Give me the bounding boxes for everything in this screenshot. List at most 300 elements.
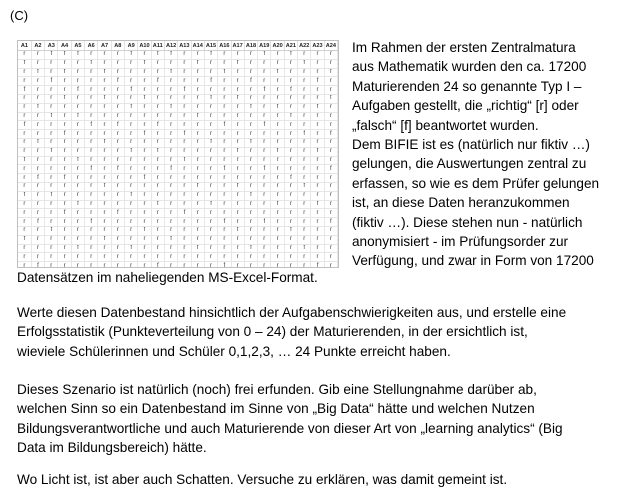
column-header: A6 bbox=[85, 41, 98, 51]
answer-cell: r bbox=[284, 94, 297, 103]
answer-cell: r bbox=[284, 200, 297, 209]
answer-cell: r bbox=[125, 174, 138, 183]
answer-cell: f bbox=[231, 59, 244, 68]
answer-cell: f bbox=[231, 94, 244, 103]
answer-cell: r bbox=[244, 51, 257, 60]
answer-cell: r bbox=[98, 112, 111, 121]
answer-cell: r bbox=[178, 165, 191, 174]
answer-cell: f bbox=[191, 112, 204, 121]
answer-cell: r bbox=[58, 200, 71, 209]
answer-cell: r bbox=[58, 59, 71, 68]
answer-cell: r bbox=[204, 103, 217, 112]
column-header: A5 bbox=[71, 41, 84, 51]
answer-cell: f bbox=[231, 182, 244, 191]
answer-cell: f bbox=[218, 262, 231, 268]
answer-cell: r bbox=[71, 94, 84, 103]
answer-cell: r bbox=[111, 86, 124, 95]
answer-cell: r bbox=[138, 112, 151, 121]
answer-cell: r bbox=[85, 103, 98, 112]
answer-cell: f bbox=[45, 226, 58, 235]
answer-cell: r bbox=[284, 182, 297, 191]
answer-cell: r bbox=[258, 253, 271, 262]
table-row bbox=[18, 200, 338, 209]
answer-cell: r bbox=[231, 209, 244, 218]
answer-cell: r bbox=[204, 226, 217, 235]
table-row bbox=[18, 218, 338, 227]
answer-cell: r bbox=[151, 191, 164, 200]
answer-cell: r bbox=[111, 94, 124, 103]
answer-cell: r bbox=[45, 121, 58, 130]
answer-cell: r bbox=[298, 235, 311, 244]
answer-cell: r bbox=[218, 174, 231, 183]
answer-cell: f bbox=[218, 218, 231, 227]
column-header: A17 bbox=[232, 42, 243, 49]
answer-cell: r bbox=[98, 262, 111, 268]
spreadsheet-image bbox=[17, 40, 339, 268]
answer-cell: r bbox=[58, 191, 71, 200]
column-header: A18 bbox=[245, 42, 257, 49]
table-row bbox=[18, 235, 338, 244]
answer-cell: r bbox=[71, 147, 84, 156]
answer-cell: r bbox=[71, 218, 84, 227]
answer-cell: r bbox=[244, 182, 257, 191]
column-header: A11 bbox=[152, 42, 163, 49]
task-paragraph bbox=[17, 303, 566, 361]
answer-cell: f bbox=[45, 51, 58, 60]
answer-cell: r bbox=[164, 130, 177, 139]
answer-cell: r bbox=[284, 147, 297, 156]
answer-cell: r bbox=[18, 103, 31, 112]
answer-cell: r bbox=[98, 253, 111, 262]
answer-cell: r bbox=[218, 244, 231, 253]
answer-cell: r bbox=[284, 121, 297, 130]
answer-cell: r bbox=[138, 182, 151, 191]
answer-cell: f bbox=[85, 218, 98, 227]
answer-cell: r bbox=[18, 262, 31, 268]
answer-cell: r bbox=[178, 68, 191, 77]
answer-cell: r bbox=[298, 51, 311, 60]
answer-cell: f bbox=[324, 165, 337, 174]
answer-cell: r bbox=[191, 226, 204, 235]
answer-cell: r bbox=[324, 253, 337, 262]
answer-cell: r bbox=[31, 86, 44, 95]
answer-cell: r bbox=[284, 191, 297, 200]
column-header: A21 bbox=[285, 42, 297, 49]
intro-line: Aufgaben gestellt, die „richtig“ [r] oder bbox=[352, 98, 579, 114]
answer-cell: f bbox=[85, 121, 98, 130]
answer-cell: r bbox=[311, 112, 324, 121]
answer-cell: r bbox=[45, 59, 58, 68]
answer-cell: r bbox=[324, 209, 337, 218]
answer-cell: r bbox=[138, 191, 151, 200]
answer-cell: f bbox=[58, 209, 71, 218]
answer-cell: f bbox=[311, 77, 324, 86]
answer-cell: r bbox=[244, 121, 257, 130]
answer-cell: r bbox=[125, 59, 138, 68]
answer-cell: r bbox=[31, 182, 44, 191]
answer-cell: f bbox=[271, 147, 284, 156]
answer-cell: r bbox=[138, 156, 151, 165]
column-header: A3 bbox=[45, 41, 58, 51]
answer-cell: r bbox=[85, 262, 98, 268]
answer-cell: r bbox=[31, 156, 44, 165]
answer-cell: r bbox=[178, 218, 191, 227]
answer-cell: r bbox=[324, 59, 337, 68]
answer-cell: r bbox=[85, 200, 98, 209]
intro-line: anonymisiert - im Prüfungsorder zur bbox=[352, 234, 569, 250]
answer-cell: r bbox=[125, 209, 138, 218]
answer-cell: r bbox=[191, 51, 204, 60]
answer-cell: r bbox=[311, 218, 324, 227]
answer-cell: f bbox=[311, 103, 324, 112]
answer-cell: f bbox=[71, 86, 84, 95]
answer-cell: f bbox=[164, 235, 177, 244]
answer-cell: r bbox=[298, 209, 311, 218]
column-header: A16 bbox=[219, 42, 230, 49]
answer-cell: r bbox=[284, 138, 297, 147]
answer-cell: r bbox=[18, 200, 31, 209]
answer-cell: r bbox=[138, 262, 151, 268]
answer-cell: f bbox=[178, 86, 191, 95]
answer-cell: r bbox=[164, 191, 177, 200]
column-header: A20 bbox=[272, 42, 283, 49]
answer-cell: r bbox=[98, 77, 111, 86]
answer-cell: r bbox=[191, 209, 204, 218]
answer-cell: r bbox=[111, 156, 124, 165]
answer-cell: f bbox=[164, 68, 177, 77]
answer-cell: r bbox=[31, 253, 44, 262]
answer-cell: r bbox=[218, 235, 231, 244]
answer-cell: f bbox=[298, 130, 311, 139]
answer-cell: r bbox=[71, 77, 84, 86]
answer-cell: r bbox=[244, 235, 257, 244]
answer-cell: r bbox=[271, 165, 284, 174]
answer-cell: r bbox=[191, 235, 204, 244]
answer-cell: r bbox=[324, 244, 337, 253]
answer-cell: r bbox=[178, 191, 191, 200]
answer-cell: r bbox=[258, 147, 271, 156]
answer-cell: r bbox=[271, 262, 284, 268]
answer-cell: f bbox=[204, 77, 217, 86]
answer-cell: r bbox=[18, 51, 31, 60]
answer-cell: r bbox=[125, 200, 138, 209]
answer-cell: r bbox=[151, 209, 164, 218]
answer-cell: r bbox=[125, 253, 138, 262]
answer-cell: r bbox=[111, 218, 124, 227]
answer-cell: r bbox=[311, 191, 324, 200]
answer-cell: r bbox=[18, 174, 31, 183]
answer-cell: r bbox=[31, 200, 44, 209]
answer-cell: r bbox=[18, 218, 31, 227]
answer-cell: r bbox=[271, 121, 284, 130]
answer-cell: r bbox=[298, 112, 311, 121]
answer-cell: r bbox=[258, 174, 271, 183]
table-row bbox=[18, 51, 338, 60]
answer-cell: f bbox=[45, 147, 58, 156]
answer-cell: r bbox=[164, 59, 177, 68]
answer-cell: r bbox=[231, 156, 244, 165]
answer-cell: r bbox=[231, 262, 244, 268]
answer-cell: r bbox=[191, 200, 204, 209]
answer-cell: f bbox=[98, 68, 111, 77]
answer-cell: f bbox=[258, 121, 271, 130]
answer-cell: r bbox=[284, 262, 297, 268]
answer-cell: r bbox=[298, 121, 311, 130]
answer-cell: r bbox=[178, 174, 191, 183]
answer-cell: r bbox=[271, 209, 284, 218]
answer-cell: f bbox=[111, 77, 124, 86]
answer-cell: r bbox=[311, 68, 324, 77]
answer-cell: r bbox=[138, 244, 151, 253]
column-header: A4 bbox=[58, 41, 71, 51]
answer-cell: r bbox=[85, 138, 98, 147]
answer-cell: r bbox=[298, 253, 311, 262]
answer-cell: f bbox=[191, 244, 204, 253]
answer-cell: r bbox=[311, 226, 324, 235]
answer-cell: r bbox=[258, 182, 271, 191]
answer-cell: r bbox=[284, 218, 297, 227]
answer-cell: r bbox=[138, 121, 151, 130]
answer-cell: r bbox=[125, 262, 138, 268]
answer-cell: r bbox=[271, 226, 284, 235]
answer-cell: r bbox=[164, 121, 177, 130]
answer-cell: r bbox=[164, 86, 177, 95]
answer-cell: r bbox=[258, 103, 271, 112]
answer-cell: r bbox=[151, 165, 164, 174]
answer-cell: r bbox=[191, 147, 204, 156]
column-header: A23 bbox=[312, 42, 323, 49]
answer-cell: r bbox=[178, 94, 191, 103]
answer-cell: r bbox=[18, 94, 31, 103]
answer-cell: r bbox=[85, 253, 98, 262]
answer-cell: r bbox=[138, 86, 151, 95]
answer-cell: r bbox=[71, 68, 84, 77]
answer-cell: r bbox=[151, 86, 164, 95]
answer-cell: r bbox=[138, 218, 151, 227]
section-label: (C) bbox=[10, 8, 29, 23]
answer-cell: r bbox=[244, 86, 257, 95]
answer-cell: f bbox=[218, 121, 231, 130]
answer-cell: f bbox=[151, 51, 164, 60]
answer-cell: r bbox=[258, 112, 271, 121]
answer-cell: f bbox=[111, 209, 124, 218]
answer-cell: r bbox=[271, 130, 284, 139]
answer-cell: f bbox=[204, 138, 217, 147]
intro-line: aus Mathematik wurden den ca. 17200 bbox=[352, 59, 587, 75]
answer-cell: r bbox=[58, 112, 71, 121]
answer-cell: r bbox=[284, 244, 297, 253]
answer-cell: f bbox=[31, 138, 44, 147]
answer-cell: f bbox=[191, 59, 204, 68]
answer-cell: r bbox=[298, 77, 311, 86]
answer-cell: r bbox=[284, 103, 297, 112]
answer-cell: r bbox=[298, 147, 311, 156]
column-header: A1 bbox=[18, 41, 31, 51]
answer-cell: r bbox=[111, 174, 124, 183]
answer-cell: r bbox=[231, 86, 244, 95]
answer-cell: r bbox=[311, 94, 324, 103]
answer-cell: r bbox=[71, 174, 84, 183]
answer-cell: r bbox=[178, 226, 191, 235]
answer-cell: r bbox=[125, 138, 138, 147]
intro-line: erfassen, so wie es dem Prüfer gelungen bbox=[352, 175, 600, 191]
answer-cell: r bbox=[125, 130, 138, 139]
answer-cell: r bbox=[85, 244, 98, 253]
table-row bbox=[18, 121, 338, 130]
answer-cell: r bbox=[218, 156, 231, 165]
table-row bbox=[18, 182, 338, 191]
answer-cell: r bbox=[151, 138, 164, 147]
answer-cell: r bbox=[258, 226, 271, 235]
intro-line: Maturierenden 24 so genannte Typ I – bbox=[352, 78, 582, 94]
answer-cell: r bbox=[151, 174, 164, 183]
column-header: A9 bbox=[125, 41, 138, 51]
paragraph2-line: Erfolgsstatistik (Punkteverteilung von 0 – 24) der Maturierenden, in der ersichtlich ist, bbox=[17, 324, 528, 340]
answer-cell: r bbox=[85, 68, 98, 77]
answer-cell: f bbox=[298, 244, 311, 253]
answer-cell: r bbox=[85, 130, 98, 139]
answer-cell: r bbox=[218, 182, 231, 191]
answer-cell: r bbox=[311, 253, 324, 262]
answer-cell: f bbox=[258, 218, 271, 227]
answer-cell: r bbox=[151, 103, 164, 112]
answer-cell: r bbox=[271, 182, 284, 191]
answer-cell: r bbox=[125, 235, 138, 244]
answer-cell: r bbox=[58, 77, 71, 86]
answer-cell: r bbox=[324, 51, 337, 60]
answer-cell: r bbox=[31, 77, 44, 86]
answer-cell: r bbox=[324, 262, 337, 268]
answer-cell: r bbox=[164, 262, 177, 268]
answer-cell: r bbox=[71, 226, 84, 235]
answer-cell: r bbox=[45, 200, 58, 209]
answer-cell: r bbox=[71, 121, 84, 130]
answer-cell: r bbox=[204, 235, 217, 244]
answer-cell: r bbox=[98, 200, 111, 209]
answer-cell: f bbox=[284, 174, 297, 183]
answer-cell: f bbox=[58, 174, 71, 183]
answer-cell: r bbox=[45, 253, 58, 262]
answer-cell: r bbox=[231, 244, 244, 253]
answer-cell: r bbox=[284, 68, 297, 77]
answer-cell: r bbox=[231, 253, 244, 262]
answer-cell: r bbox=[231, 218, 244, 227]
answer-cell: r bbox=[71, 165, 84, 174]
column-header: A10 bbox=[139, 42, 150, 49]
answer-cell: f bbox=[284, 112, 297, 121]
answer-cell: r bbox=[45, 156, 58, 165]
answer-cell: r bbox=[18, 209, 31, 218]
answer-cell: r bbox=[311, 209, 324, 218]
answer-cell: r bbox=[204, 209, 217, 218]
answer-cell: r bbox=[178, 147, 191, 156]
answer-cell: r bbox=[85, 156, 98, 165]
answer-cell: f bbox=[71, 200, 84, 209]
answer-cell: r bbox=[45, 174, 58, 183]
answer-cell: r bbox=[311, 86, 324, 95]
answer-cell: r bbox=[151, 182, 164, 191]
answer-cell: r bbox=[98, 218, 111, 227]
answer-cell: r bbox=[311, 59, 324, 68]
answer-cell: r bbox=[111, 253, 124, 262]
answer-cell: f bbox=[218, 165, 231, 174]
answer-cell: r bbox=[45, 235, 58, 244]
answer-cell: f bbox=[111, 121, 124, 130]
scenario-paragraph bbox=[17, 380, 563, 458]
intro-line: „falsch“ [f] beantwortet wurden. bbox=[352, 117, 539, 133]
column-header: A14 bbox=[192, 42, 203, 49]
answer-cell: r bbox=[45, 130, 58, 139]
answer-cell: r bbox=[71, 130, 84, 139]
answer-cell: r bbox=[271, 51, 284, 60]
answer-cell: r bbox=[324, 103, 337, 112]
answer-cell: r bbox=[298, 218, 311, 227]
table-row bbox=[18, 147, 338, 156]
answer-cell: r bbox=[231, 103, 244, 112]
answer-cell: f bbox=[311, 262, 324, 268]
answer-cell: r bbox=[111, 68, 124, 77]
answer-cell: r bbox=[191, 121, 204, 130]
answer-cell: r bbox=[244, 130, 257, 139]
answer-cell: r bbox=[98, 191, 111, 200]
column-header: A13 bbox=[179, 42, 190, 49]
answer-cell: r bbox=[85, 226, 98, 235]
answer-cell: f bbox=[151, 262, 164, 268]
answer-cell: f bbox=[244, 103, 257, 112]
answer-cell: f bbox=[244, 77, 257, 86]
answer-cell: f bbox=[31, 262, 44, 268]
answer-cell: f bbox=[18, 156, 31, 165]
answer-cell: r bbox=[45, 86, 58, 95]
answer-cell: r bbox=[45, 103, 58, 112]
answer-cell: r bbox=[125, 68, 138, 77]
answer-cell: f bbox=[324, 130, 337, 139]
answer-cell: r bbox=[324, 147, 337, 156]
answer-cell: r bbox=[324, 191, 337, 200]
answer-cell: r bbox=[284, 209, 297, 218]
answer-cell: r bbox=[85, 51, 98, 60]
answer-cell: r bbox=[191, 130, 204, 139]
column-header: A24 bbox=[325, 42, 336, 49]
answer-cell: r bbox=[271, 244, 284, 253]
answer-cell: r bbox=[71, 262, 84, 268]
answer-cell: r bbox=[231, 235, 244, 244]
answer-cell: r bbox=[298, 191, 311, 200]
answer-cell: r bbox=[311, 182, 324, 191]
answer-cell: f bbox=[324, 218, 337, 227]
answer-cell: f bbox=[18, 86, 31, 95]
answer-cell: f bbox=[244, 138, 257, 147]
answer-cell: f bbox=[151, 77, 164, 86]
answer-cell: r bbox=[271, 112, 284, 121]
answer-cell: r bbox=[204, 112, 217, 121]
answer-cell: r bbox=[31, 191, 44, 200]
answer-cell: r bbox=[298, 200, 311, 209]
answer-cell: r bbox=[45, 218, 58, 227]
answer-cell: r bbox=[98, 86, 111, 95]
answer-cell: f bbox=[98, 94, 111, 103]
answer-cell: r bbox=[271, 59, 284, 68]
answer-cell: r bbox=[111, 244, 124, 253]
answer-cell: r bbox=[58, 253, 71, 262]
answer-cell: r bbox=[178, 182, 191, 191]
answer-cell: r bbox=[231, 174, 244, 183]
answer-cell: f bbox=[271, 103, 284, 112]
table-row bbox=[18, 156, 338, 165]
answer-cell: f bbox=[164, 51, 177, 60]
answer-cell: r bbox=[178, 262, 191, 268]
answer-cell: r bbox=[284, 59, 297, 68]
